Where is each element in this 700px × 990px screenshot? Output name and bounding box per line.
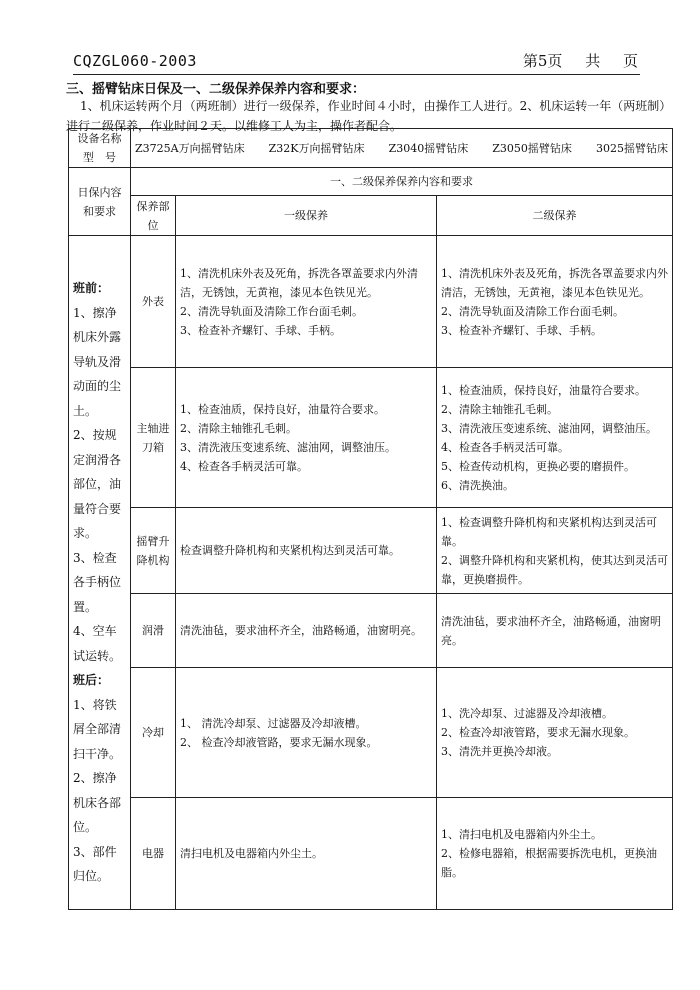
maintenance-header: 一、二级保养保养内容和要求 (131, 168, 673, 196)
subheader-row (69, 196, 673, 236)
list-item: 3、清洗并更换冷却液。 (441, 745, 558, 758)
after-shift-title: 班后： (73, 673, 110, 687)
model-name: Z32K万向摇臂钻床 (268, 141, 365, 155)
list-item: 2、 检查冷却液管路，要求无漏水现象。 (180, 735, 378, 749)
page-header (73, 50, 640, 75)
list-item: 3、清洗液压变速系统、滤油网，调整油压。 (180, 440, 396, 454)
table-row (69, 594, 673, 668)
table-row (69, 236, 673, 368)
level2-content (437, 368, 673, 508)
list-item: 2、调整升降机构和夹紧机构，使其达到灵活可靠，更换磨损件。 (441, 553, 668, 586)
part-name: 电器 (131, 798, 176, 910)
level2-label: 二级保养 (437, 196, 673, 236)
table-row (69, 668, 673, 798)
maintenance-table (68, 128, 673, 910)
list-item: 检查调整升降机构和夹紧机构达到灵活可靠。 (180, 544, 400, 557)
list-item: 2、清除主轴锥孔毛刺。 (441, 402, 558, 416)
header-row (69, 168, 673, 196)
list-item: 1、 清洗冷却泵、过滤器及冷却液槽。 (180, 716, 367, 730)
list-item: 2、清洗导轨面及清除工作台面毛刺。 (441, 304, 624, 318)
list-item: 1、擦净机床外露导轨及滑动面的尘土。 (73, 305, 122, 418)
level2-content (437, 668, 673, 798)
list-item: 3、检查补齐螺钉、手球、手柄。 (180, 323, 341, 337)
list-item: 1、清洗机床外表及死角，拆洗各罩盖要求内外清洁，无锈蚀，无黄袍，漆见本色铁见光。 (441, 266, 668, 299)
list-item: 2、检修电器箱，根据需要拆洗电机，更换油脂。 (441, 847, 657, 879)
list-item: 4、空车试运转。 (73, 624, 122, 663)
list-item: 1、清扫电机及电器箱内外尘土。 (441, 828, 602, 841)
document-code: CQZGL060-2003 (73, 52, 197, 70)
before-shift-title: 班前： (73, 281, 110, 295)
page-info (505, 50, 638, 71)
list-item: 4、检查各手柄灵活可靠。 (180, 459, 308, 473)
daily-label: 日保内容和要求 (69, 168, 131, 236)
level1-content (176, 798, 437, 910)
list-item: 清洗油毡，要求油杯齐全，油路畅通，油窗明亮。 (180, 624, 422, 637)
page-total-label: 共 (585, 52, 601, 70)
part-name: 冷却 (131, 668, 176, 798)
model-name: 3025摇臂钻床 (595, 141, 668, 155)
list-item: 3、清洗液压变速系统、滤油网，调整油压。 (441, 421, 657, 435)
list-item: 2、清除主轴锥孔毛刺。 (180, 421, 297, 435)
model-list-cell (131, 129, 673, 168)
list-item: 1、清洗机床外表及死角，拆洗各罩盖要求内外清洁，无锈蚀，无黄袍，漆见本色铁见光。 (180, 266, 418, 299)
list-item: 6、清洗换油。 (441, 478, 514, 492)
level1-content (176, 236, 437, 368)
level2-content (437, 594, 673, 668)
table-row (69, 368, 673, 508)
list-item: 3、部件归位。 (73, 844, 117, 883)
daily-content (69, 236, 131, 910)
model-name: Z3050摇臂钻床 (492, 141, 572, 155)
model-name: Z3725A万向摇臂钻床 (135, 141, 245, 155)
page-unit-label: 页 (622, 52, 638, 70)
level2-content (437, 508, 673, 594)
list-item: 5、检查传动机构，更换必要的磨损件。 (441, 459, 635, 473)
list-item: 2、按规定润滑各部位，油量符合要求。 (73, 428, 122, 540)
level1-content (176, 594, 437, 668)
list-item: 2、检查冷却液管路，要求无漏水现象。 (441, 726, 635, 739)
level2-content (437, 236, 673, 368)
list-item: 1、检查油质，保持良好，油量符合要求。 (441, 383, 646, 397)
list-item: 2、擦净机床各部位。 (73, 771, 122, 834)
list-item: 清洗油毡，要求油杯齐全，油路畅通，油窗明亮。 (441, 614, 661, 647)
level1-label: 一级保养 (176, 196, 437, 236)
page-number: 第5页 (522, 52, 563, 70)
table-row (69, 508, 673, 594)
list-item: 1、检查调整升降机构和夹紧机构达到灵活可靠。 (441, 515, 657, 548)
list-item: 3、检查各手柄位置。 (73, 550, 122, 614)
list-item: 1、将铁屑全部清扫干净。 (73, 697, 122, 761)
part-name: 润滑 (131, 594, 176, 668)
level1-content (176, 668, 437, 798)
part-label: 保养部位 (131, 196, 176, 236)
list-item: 1、检查油质，保持良好，油量符合要求。 (180, 402, 385, 416)
list-item: 2、清洗导轨面及清除工作台面毛刺。 (180, 304, 363, 318)
part-name: 摇臂升降机构 (131, 508, 176, 594)
part-name: 外表 (131, 236, 176, 368)
level2-content (437, 798, 673, 910)
list-item: 3、检查补齐螺钉、手球、手柄。 (441, 323, 602, 337)
level1-content (176, 508, 437, 594)
list-item: 4、检查各手柄灵活可靠。 (441, 440, 569, 454)
list-item: 清扫电机及电器箱内外尘土。 (180, 847, 323, 860)
model-row (69, 129, 673, 168)
model-name: Z3040摇臂钻床 (388, 141, 469, 155)
section-title: 三、摇臂钻床日保及一、二级保养保养内容和要求： (66, 82, 366, 97)
list-item: 1、洗冷却泵、过滤器及冷却液槽。 (441, 707, 613, 720)
level1-content (176, 368, 437, 508)
table-row (69, 798, 673, 910)
intro-paragraph: 1、机床运转两个月（两班制）进行一级保养，作业时间４小时，由操作工人进行。2、机床运转一年（两班制）进行二级保养，作业时间２天。以维修工人为主，操作者配合。 (66, 99, 666, 133)
model-label: 设备名称型 号 (69, 129, 131, 168)
part-name: 主轴进刀箱 (131, 368, 176, 508)
